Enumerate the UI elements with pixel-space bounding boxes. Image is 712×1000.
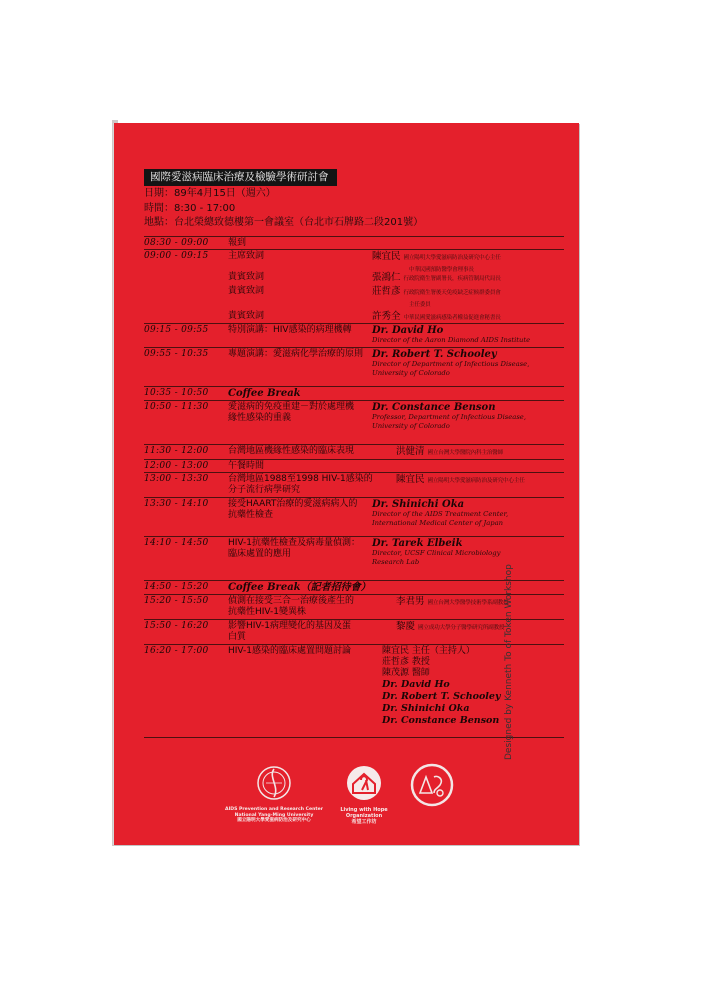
speaker-affiliation: 中華民國預防醫學會理事長 — [409, 267, 474, 273]
slot-topic: 接受HAART治療的愛滋病病人的抗藥性檢查 — [228, 499, 358, 520]
speaker-affiliation: Director of the Aaron Diamond AIDS Institute — [372, 336, 531, 344]
slot-speaker — [396, 596, 590, 609]
event-venue: 地點：台北榮總致德樓第一會議室（台北市石牌路二段201號） — [144, 217, 424, 228]
schedule-row — [144, 644, 564, 738]
speaker-name: Dr. Constance Benson — [372, 402, 496, 413]
slot-speaker — [372, 325, 566, 345]
schedule-row — [144, 309, 564, 323]
panelist-name: Dr. Shinichi Oka — [382, 703, 470, 714]
slot-topic: 貴賓致詞 — [228, 272, 265, 282]
schedule-row — [144, 386, 564, 400]
schedule-row — [144, 236, 564, 249]
panelist-name: Dr. David Ho — [382, 679, 450, 690]
logo-text: National Yang-Ming University — [234, 812, 314, 818]
slot-topic: 午餐時間 — [228, 461, 265, 471]
slot-speaker — [396, 446, 590, 459]
speaker-affiliation: Professor, Department of Infectious Disease, — [372, 413, 526, 421]
schedule-row — [144, 536, 564, 580]
living-hope-logo — [324, 763, 404, 825]
schedule-row — [144, 580, 564, 594]
badge-emblem-icon — [410, 763, 454, 807]
schedule-row — [144, 400, 564, 444]
slot-topic: 主席致詞 — [228, 251, 265, 261]
slot-topic: 影響HIV-1病理變化的基因及蛋白質 — [228, 621, 352, 642]
panelist-name: Dr. Constance Benson — [382, 715, 500, 726]
schedule-row — [144, 594, 564, 619]
speaker-name: 洪健清 — [396, 446, 425, 457]
slot-time: 12:00 - 13:00 — [144, 461, 209, 471]
logo-text: 國立陽明大學愛滋病防治及研究中心 — [237, 818, 311, 824]
slot-time: 09:55 - 10:35 — [144, 349, 209, 359]
page-title: 國際愛滋病臨床治療及檢驗學術研討會 — [144, 169, 337, 186]
slot-time: 11:30 - 12:00 — [144, 446, 209, 456]
discussion-panel — [382, 646, 576, 727]
schedule-row — [144, 619, 564, 644]
slot-speaker — [396, 474, 590, 487]
panelist-name: 陳茂源 醫師 — [382, 668, 430, 678]
slot-speaker — [372, 499, 566, 527]
schedule-row — [144, 284, 564, 309]
slot-time: 10:50 - 11:30 — [144, 402, 209, 412]
schedule-row — [144, 323, 564, 347]
speaker-affiliation: University of Colorado — [372, 368, 450, 377]
speaker-affiliation: Director of Department of Infectious Disease, — [372, 360, 530, 368]
panelist-name: 莊哲彥 教授 — [382, 657, 430, 667]
speaker-name: Dr. Tarek Elbeik — [372, 538, 463, 549]
slot-topic: 台灣地區機緣性感染的臨床表現 — [228, 446, 355, 456]
slot-time: 15:20 - 15:50 — [144, 596, 209, 606]
slot-topic: HIV-1感染的臨床處置問題討論 — [228, 646, 352, 656]
speaker-affiliation: 國立台灣大學醫學技術學系副教授 — [427, 600, 509, 606]
slot-speaker — [372, 402, 566, 430]
slot-speaker — [372, 538, 566, 566]
slot-time: 13:30 - 14:10 — [144, 499, 209, 509]
schedule-row — [144, 249, 564, 273]
speaker-affiliation: Director, UCSF Clinical Microbiology — [372, 549, 501, 557]
speaker-affiliation: Director of the AIDS Treatment Center, — [372, 510, 509, 518]
speaker-name: 陳宜民 — [396, 474, 425, 485]
logo-text: Living with Hope — [340, 807, 388, 813]
slot-time: 14:50 - 15:20 — [144, 582, 209, 592]
slot-time: 08:30 - 09:00 — [144, 238, 209, 248]
speaker-affiliation: 國立成功大學分子醫學研究所副教授 — [418, 625, 505, 631]
schedule-table — [144, 236, 564, 738]
speaker-name: 許秀全 — [372, 311, 401, 322]
speaker-affiliation: University of Colorado — [372, 421, 450, 430]
aids-center-emblem-icon — [254, 763, 294, 803]
logo-text: AIDS Prevention and Research Center — [225, 807, 323, 812]
slot-topic: HIV-1抗藥性檢查及病毒量偵測：臨床處置的應用 — [228, 538, 361, 559]
speaker-name: Dr. David Ho — [372, 325, 444, 336]
schedule-row — [144, 347, 564, 386]
event-time: 時間：8:30 - 17:00 — [144, 202, 236, 214]
slot-topic: 偵測在接受三合一治療後產生的抗藥性HIV-1變異株 — [228, 596, 355, 617]
slot-time: 10:35 - 10:50 — [144, 388, 209, 398]
slot-topic: 愛滋病的免疫重建－對於處理機緣性感染的重義 — [228, 402, 355, 423]
event-date: 日期：89年4月15日（週六） — [144, 188, 276, 199]
speaker-name: Dr. Robert T. Schooley — [372, 349, 497, 360]
speaker-name: Dr. Shinichi Oka — [372, 499, 465, 510]
logo-text: Organization — [345, 813, 383, 819]
slot-time: 13:00 - 13:30 — [144, 474, 209, 484]
slot-topic: 特別演講：HIV感染的病理機轉 — [228, 325, 352, 335]
slot-time: 09:15 - 09:55 — [144, 325, 209, 335]
speaker-affiliation: 中華民國愛滋病感染者權益促進會秘書長 — [403, 315, 501, 321]
organization-badge-logo — [410, 763, 456, 811]
speaker-name: 黎慶 — [396, 621, 416, 632]
house-ribbon-icon — [344, 763, 384, 803]
schedule-row — [144, 497, 564, 536]
slot-topic: 貴賓致詞 — [228, 286, 265, 296]
schedule-row — [144, 459, 564, 472]
speaker-affiliation: 國立台灣大學醫院內科主治醫師 — [427, 450, 504, 456]
panelist-name: Dr. Robert T. Schooley — [382, 691, 501, 702]
slot-speaker — [372, 286, 566, 311]
slot-topic: 報到 — [228, 238, 247, 248]
speaker-affiliation: Research Lab — [372, 557, 420, 566]
slot-topic: 貴賓致詞 — [228, 311, 265, 321]
schedule-row — [144, 444, 564, 459]
speaker-affiliation: 行政院衛生署副署長，疾病管制局代局長 — [403, 276, 501, 282]
logo-text: 希望工作坊 — [351, 819, 377, 825]
slot-time: 14:10 - 14:50 — [144, 538, 209, 548]
designer-credit: Designed by Kenneth To of Token Workshop — [504, 564, 514, 760]
header — [144, 165, 564, 230]
speaker-affiliation: 主任委員 — [409, 302, 431, 308]
slot-time: 16:20 - 17:00 — [144, 646, 209, 656]
speaker-affiliation: 國立陽明大學愛滋病防治及研究中心主任 — [403, 255, 501, 261]
slot-topic: 台灣地區1988至1998 HIV-1感染的分子流行病學研究 — [228, 474, 373, 495]
slot-topic: Coffee Break — [228, 388, 301, 399]
slot-speaker — [372, 349, 566, 377]
speaker-affiliation: 國立陽明大學愛滋病防治及研究中心主任 — [427, 478, 525, 484]
slot-topic: Coffee Break（記者招待會） — [228, 582, 371, 593]
speaker-name: 張鴻仁 — [372, 272, 401, 283]
speaker-affiliation: International Medical Center of Japan — [372, 518, 504, 527]
speaker-name: 莊哲彥 — [372, 286, 401, 297]
speaker-name: 李君男 — [396, 596, 425, 607]
slot-speaker — [396, 621, 590, 634]
moderator-name: 陳宜民 主任（主持人） — [382, 646, 475, 656]
aids-center-logo — [214, 763, 334, 824]
schedule-row — [144, 270, 564, 284]
slot-time: 15:50 - 16:20 — [144, 621, 209, 631]
speaker-affiliation: 行政院衛生署後天免疫缺乏症候群委員會 — [403, 290, 501, 296]
speaker-name: 陳宜民 — [372, 251, 401, 262]
slot-time: 09:00 - 09:15 — [144, 251, 209, 261]
schedule-row — [144, 472, 564, 497]
slot-topic: 專題演講：愛滋病化學治療的原則 — [228, 349, 364, 359]
sponsor-logos — [214, 763, 534, 833]
